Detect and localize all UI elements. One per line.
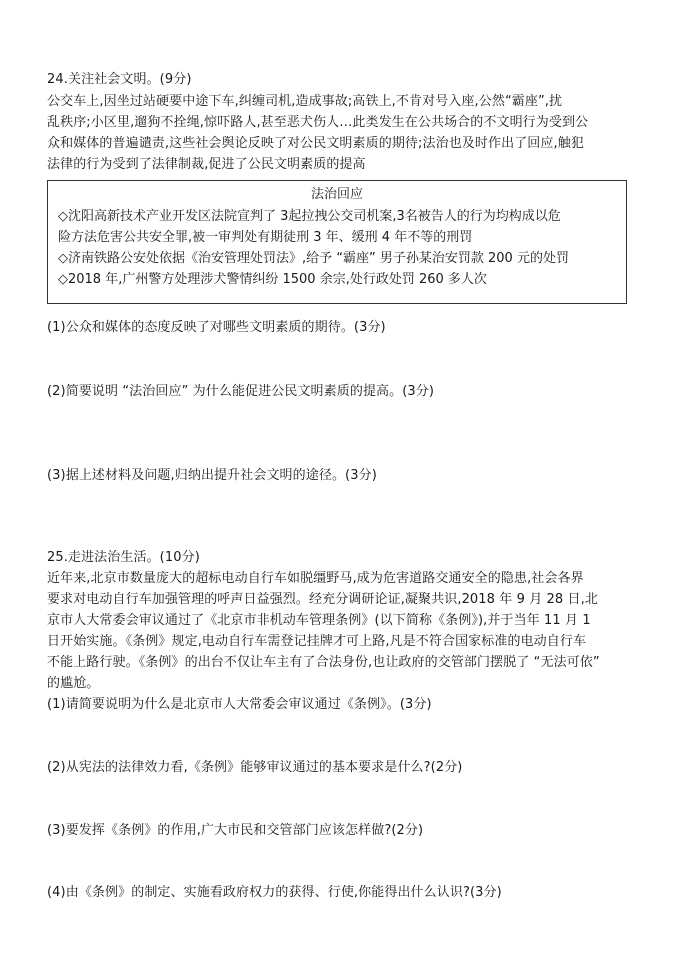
law-response-item: 险方法危害公共安全罪,被一审判处有期徒刑 3 年、缓刑 4 年不等的刑罚 <box>58 230 473 245</box>
q25-question-4: (4)由《条例》的制定、实施看政府权力的获得、行使,你能得出什么认识?(3分) <box>47 885 502 900</box>
law-response-box <box>47 180 627 304</box>
q25-material-line: 的尴尬。 <box>47 676 100 691</box>
q24-material-line: 法律的行为受到了法律制裁,促进了公民文明素质的提高 <box>47 157 366 172</box>
q25-material-line: 要求对电动自行车加强管理的呼声日益强烈。经充分调研论证,凝聚共识,2018 年 9 月 28 日,北 <box>47 592 598 607</box>
law-response-item: ◇济南铁路公安处依据《治安管理处罚法》,给予 “霸座” 男子孙某治安罚款 200 元的处罚 <box>58 251 569 266</box>
law-response-title: 法治回应 <box>310 187 363 202</box>
q25-question-3: (3)要发挥《条例》的作用,广大市民和交管部门应该怎样做?(2分) <box>47 823 424 838</box>
law-response-item: ◇2018 年,广州警方处理涉犬警情纠纷 1500 余宗,处行政处罚 260 多人次 <box>58 272 487 287</box>
q24-title: 24.关注社会文明。(9分) <box>47 72 192 87</box>
q25-material-line: 日开始实施。《条例》规定,电动自行车需登记挂牌才可上路,凡是不符合国家标准的电动自行车 <box>47 634 587 649</box>
q24-material-line: 公交车上,因坐过站硬要中途下车,纠缠司机,造成事故;高铁上,不肯对号入座,公然“霸座”,扰 <box>47 94 563 109</box>
q24-material-line: 众和媒体的普遍谴责,这些社会舆论反映了对公民文明素质的期待;法治也及时作出了回应,触犯 <box>47 136 584 151</box>
q24-question-3: (3)据上述材料及问题,归纳出提升社会文明的途径。(3分) <box>47 468 377 483</box>
q25-material-line: 近年来,北京市数量庞大的超标电动自行车如脱缰野马,成为危害道路交通安全的隐患,社会各界 <box>47 571 584 586</box>
q25-material-line: 京市人大常委会审议通过了《北京市非机动车管理条例》(以下简称《条例》),并于当年 11 月 1 <box>47 613 591 628</box>
law-response-item: ◇沈阳高新技术产业开发区法院宣判了 3起拉拽公交司机案,3名被告人的行为均构成以危 <box>58 209 561 224</box>
q25-material-line: 不能上路行驶。《条例》的出台不仅让车主有了合法身份,也让政府的交管部门摆脱了 “无法可依” <box>47 655 600 670</box>
q24-question-2: (2)简要说明 “法治回应” 为什么能促进公民文明素质的提高。(3分) <box>47 384 435 399</box>
q25-question-2: (2)从宪法的法律效力看,《条例》能够审议通过的基本要求是什么?(2分) <box>47 760 463 775</box>
q24-material-line: 乱秩序;小区里,遛狗不拴绳,惊吓路人,甚至恶犬伤人…此类发生在公共场合的不文明行为受到公 <box>47 115 589 130</box>
q24-question-1: (1)公众和媒体的态度反映了对哪些文明素质的期待。(3分) <box>47 320 386 335</box>
q25-question-1: (1)请简要说明为什么是北京市人大常委会审议通过《条例》。(3分) <box>47 697 432 712</box>
q25-title: 25.走进法治生活。(10分) <box>47 550 200 565</box>
